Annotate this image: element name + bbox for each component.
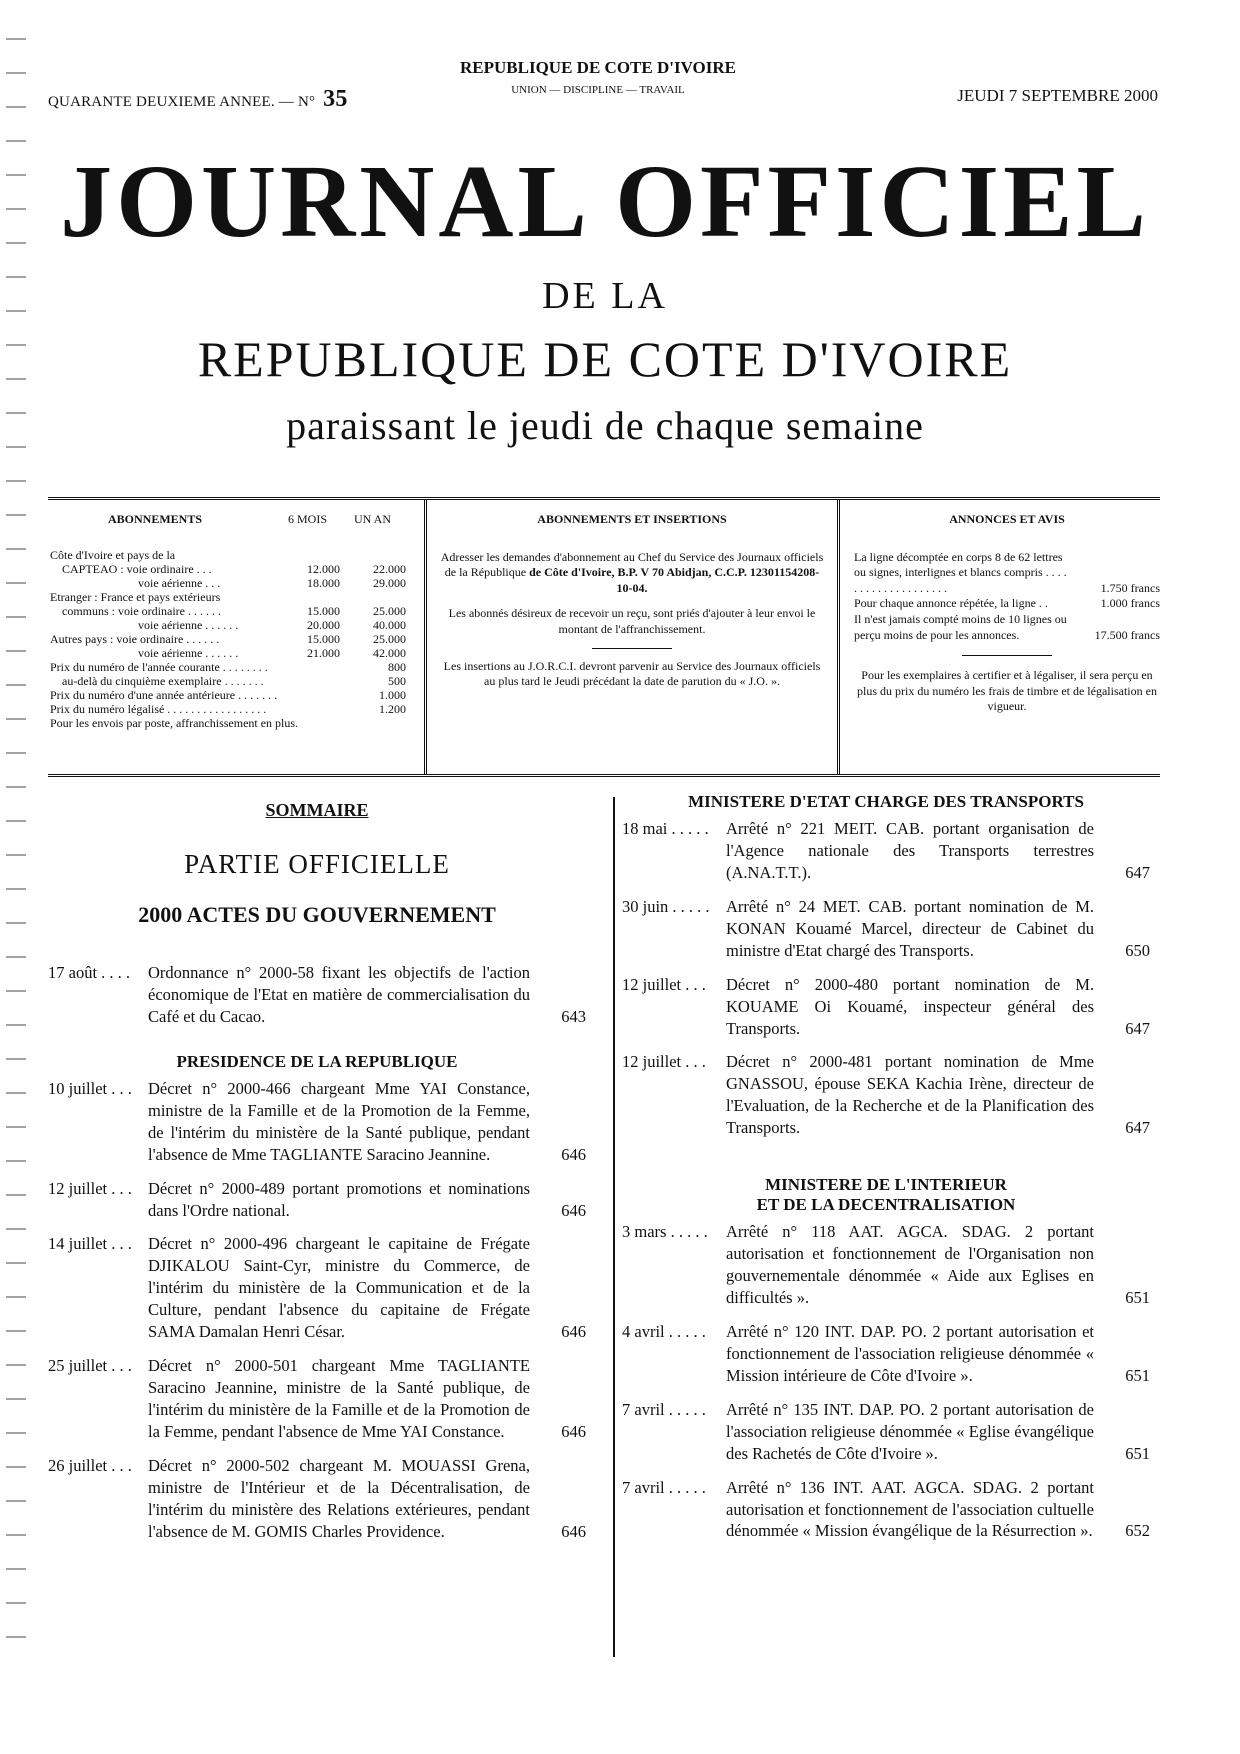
entry-page: 651 [1125,1288,1150,1307]
contents-entry [622,1477,1150,1543]
rate-row [48,716,424,730]
journal-title: JOURNAL OFFICIEL [60,144,1150,259]
entry-text: Décret n° 2000-466 chargeant Mme YAI Constance, ministre de la Famille et de la Promotion de la Femme, de l'intérim du ministère de la Santé publique, pendant l'absence de Mme TAGLIANTE Saracino Jeannine. [148,1078,530,1164]
annonce-rate-min [854,612,1160,643]
rate-row [48,660,424,674]
rate-un-an: 800 [388,660,406,674]
contents-entry [48,1078,586,1166]
entry-text: Décret n° 2000-502 chargeant M. MOUASSI Grena, ministre de l'Intérieur et de la Décentralisation, de l'intérim du ministère des Relations extérieures, pendant l'absence de M. GOMIS Charles Providence. [148,1455,530,1541]
insertions-p1 [439,550,825,597]
rate-un-an: 29.000 [373,576,406,590]
contents-entry [48,1233,586,1343]
entry-text: Arrêté n° 221 MEIT. CAB. portant organisation de l'Agence nationale des Transports terrestres (A.NA.T.T.). [726,819,1094,882]
rate-row [48,618,424,632]
column-divider [613,797,615,1657]
rate-row [48,562,424,576]
entry-text: Arrêté n° 135 INT. DAP. PO. 2 portant autorisation de l'association religieuse dénommée « Eglise évangélique des Rachetés de Côte d'Ivoire ». [726,1399,1094,1463]
entry-date: 4 avril . . . . . [622,1321,706,1341]
contents-entry [622,1221,1150,1309]
contents-right-column [622,792,1150,1554]
entry-text: Décret n° 2000-496 chargeant le capitaine de Frégate DJIKALOU Saint-Cyr, ministre du Commerce, de l'intérim du ministère de la Communication et de la Culture, pendant l'absence du capitaine de Frégate SAMA Damalan Henri César. [148,1234,530,1342]
entry-date: 3 mars . . . . . [622,1222,708,1242]
entry-date: 12 juillet . . . [622,974,706,994]
scan-margin-specks [6,20,26,1660]
contents-entry [622,896,1150,962]
annonce-rate-line [854,550,1160,597]
issue-number [48,86,348,113]
col-6-mois: 6 MOIS [288,512,328,526]
annonce-r1-amount: 1.750 francs [1100,580,1160,595]
rate-label: communs : voie ordinaire . . . . . . [62,604,221,618]
contents-entry [622,1051,1150,1139]
transports-entries [622,818,1150,1139]
republic-name: REPUBLIQUE DE COTE D'IVOIRE [460,58,736,77]
entry-date: 7 avril . . . . . [622,1399,706,1419]
partie-officielle-heading: PARTIE OFFICIELLE [184,849,450,879]
contents-left-column [48,800,586,1555]
col-un-an: UN AN [354,512,392,526]
rates-list [48,548,424,730]
annonce-note: Pour les exemplaires à certifier et à légaliser, il sera perçu en plus du prix du numéro les frais de timbre et de légalisation en vigueur. [857,668,1157,714]
entry-page: 646 [561,1322,586,1342]
sommaire-heading: SOMMAIRE [265,800,369,820]
republic-motto: UNION — DISCIPLINE — TRAVAIL [511,84,685,96]
insertions-p3: Les insertions au J.O.R.C.I. devront parvenir au Service des Journaux officiels au plus tard le Jeudi précédant la date de parution du « J.O. ». [443,658,821,689]
divider [592,648,672,649]
insertions-column [424,500,840,774]
issue-prefix: QUARANTE DEUXIEME ANNEE. — N° [48,94,316,110]
annonce-r2-amount: 1.000 francs [1100,596,1160,611]
contents-entry [48,962,586,1028]
rate-un-an: 40.000 [373,618,406,632]
insertions-address: de Côte d'Ivoire, B.P. V 70 Abidjan, C.C.P. 12301154208-10-04. [529,565,820,595]
entry-date: 25 juillet . . . [48,1356,132,1376]
rate-6-mois: 20.000 [307,618,340,632]
entry-date: 26 juillet . . . [48,1455,132,1475]
rate-row [48,590,424,604]
journal-de-la: DE LA [542,275,668,317]
rate-un-an: 22.000 [373,562,406,576]
entry-page: 647 [1125,1118,1150,1138]
rate-label: Pour les envois par poste, affranchissement en plus. [50,716,299,730]
rate-label: Etranger : France et pays extérieurs [50,590,221,604]
rate-label: voie aérienne . . . . . . [138,618,239,632]
actes-heading: 2000 ACTES DU GOUVERNEMENT [138,902,496,927]
top-line [48,56,1158,116]
entry-page: 646 [561,1521,586,1541]
entry-date: 7 avril . . . . . [622,1477,706,1497]
rate-label: voie aérienne . . . [138,576,221,590]
masthead [40,144,1170,449]
annonce-r1: La ligne décomptée en corps 8 de 62 lettres ou signes, interlignes et blancs compris . . . . . . . . . . . . . . . . . . . . [854,549,1067,595]
entry-page: 647 [1125,862,1150,882]
insertions-p2: Les abonnés désireux de recevoir un reçu, sont priés d'ajouter à leur envoi le montant de l'affranchissement. [448,606,816,636]
rate-un-an: 1.200 [379,702,406,716]
rate-un-an: 25.000 [373,604,406,618]
rate-label: Autres pays : voie ordinaire . . . . . . [50,632,220,646]
issue-date: JEUDI 7 SEPTEMBRE 2000 [957,86,1158,105]
entry-text: Arrêté n° 24 MET. CAB. portant nomination de M. KONAN Kouamé Marcel, directeur de Cabinet du ministre d'Etat chargé des Transports. [726,896,1094,960]
entry-date: 12 juillet . . . [48,1178,132,1198]
contents-entry [48,1455,586,1543]
rate-row [48,702,424,716]
rate-row [48,632,424,646]
entry-date: 30 juin . . . . . [622,896,710,916]
entry-page: 650 [1125,940,1150,960]
insertions-title: ABONNEMENTS ET INSERTIONS [537,512,727,526]
rate-row [48,576,424,590]
insertions-p1-text: Adresser les demandes d'abonnement au Chef du Service des Journaux officiels de la République [440,549,824,580]
entry-date: 18 mai . . . . . [622,819,709,838]
entry-page: 643 [561,1006,586,1026]
rate-label: au-delà du cinquième exemplaire . . . . . . . [62,674,264,688]
entry-text: Ordonnance n° 2000-58 fixant les objectifs de l'action économique de l'Etat en matière de commercialisation du Café et du Cacao. [148,963,530,1026]
subscriptions-title: ABONNEMENTS [108,512,203,526]
entry-date: 10 juillet . . . [48,1078,132,1098]
entry-text: Décret n° 2000-501 chargeant Mme TAGLIANTE Saracino Jeannine, ministre de la Santé publique, de l'intérim du ministère de la Famille et de la Promotion de la Femme, pendant l'absence de Mme YAI Constance. [148,1356,530,1441]
annonce-r3-amount: 17.500 francs [1094,627,1160,642]
rate-un-an: 500 [388,674,406,688]
entry-text: Arrêté n° 118 AAT. AGCA. SDAG. 2 portant autorisation et fonctionnement de l'Organisation non gouvernementale dénommée « Aide aux Eglises en difficultés ». [726,1222,1094,1307]
rate-row [48,604,424,618]
interieur-entries [622,1221,1150,1542]
rate-row [48,548,424,562]
rate-6-mois: 21.000 [307,646,340,660]
rate-row [48,646,424,660]
rate-un-an: 42.000 [373,646,406,660]
contents-entry [622,1399,1150,1465]
entry-date: 14 juillet . . . [48,1234,132,1254]
contents-entry [48,1178,586,1222]
entry-page: 646 [561,1144,586,1164]
rate-label: voie aérienne . . . . . . [138,646,239,660]
divider [962,655,1052,656]
rate-un-an: 25.000 [373,632,406,646]
presidence-entries [48,1078,586,1543]
journal-republic: REPUBLIQUE DE COTE D'IVOIRE [197,331,1013,387]
entry-page: 652 [1125,1521,1150,1541]
subscriptions-column [48,500,424,774]
contents-entry [622,1321,1150,1387]
rate-row [48,674,424,688]
rate-row [48,688,424,702]
entry-page: 651 [1125,1365,1150,1385]
contents-entry [622,974,1150,1040]
contents-entry [622,818,1150,884]
entry-page: 651 [1125,1443,1150,1463]
rate-label: Prix du numéro de l'année courante . . . . . . . . [50,660,268,674]
rate-6-mois: 15.000 [307,604,340,618]
annonce-rate-repeat [854,596,1160,612]
transports-heading: MINISTERE D'ETAT CHARGE DES TRANSPORTS [688,792,1084,811]
entry-text: Arrêté n° 136 INT. AAT. AGCA. SDAG. 2 portant autorisation et fonctionnement de l'association cultuelle dénommée « Mission évangélique de la Résurrection ». [726,1477,1094,1541]
rate-label: CAPTEAO : voie ordinaire . . . [62,562,212,576]
annonces-column [840,500,1160,774]
actes-entries [48,962,586,1028]
rate-label: Prix du numéro d'une année antérieure . . . . . . . [50,688,278,702]
interieur-heading-line1: MINISTERE DE L'INTERIEUR [765,1175,1007,1195]
entry-date: 17 août . . . . [48,963,131,982]
subscription-box [48,497,1160,777]
contents-entry [48,1355,586,1443]
journal-subtitle: paraissant le jeudi de chaque semaine [286,403,924,448]
entry-text: Décret n° 2000-481 portant nomination de Mme GNASSOU, épouse SEKA Kachia Irène, directeur de l'Evaluation, de la Recherche et de la Planification des Transports. [726,1052,1094,1138]
interieur-heading-line2: ET DE LA DECENTRALISATION [756,1195,1016,1215]
rate-6-mois: 15.000 [307,632,340,646]
issue-no: 35 [323,86,348,112]
rate-label: Côte d'Ivoire et pays de la [50,548,176,562]
entry-text: Décret n° 2000-489 portant promotions et nominations dans l'Ordre national. [148,1178,530,1220]
annonces-title: ANNONCES ET AVIS [949,512,1065,526]
subscriptions-header [48,512,424,530]
annonce-r3: Il n'est jamais compté moins de 10 lignes ou perçu moins de pour les annonces. [854,611,1067,642]
entry-text: Décret n° 2000-480 portant nomination de M. KOUAME Oi Kouamé, inspecteur général des Transports. [726,974,1094,1038]
entry-page: 646 [561,1421,586,1441]
annonce-r2: Pour chaque annonce répétée, la ligne . . [854,596,1048,611]
interieur-heading [622,1175,1150,1215]
rate-label: Prix du numéro légalisé . . . . . . . . . . . . . . . . . [50,702,267,716]
entry-page: 646 [561,1200,586,1220]
presidence-heading: PRESIDENCE DE LA REPUBLIQUE [176,1051,458,1071]
entry-text: Arrêté n° 120 INT. DAP. PO. 2 portant autorisation et fonctionnement de l'association religieuse dénommée « Mission intérieure de Côte d'Ivoire ». [726,1321,1094,1385]
entry-page: 647 [1125,1018,1150,1038]
republic-heading [388,58,808,96]
rate-6-mois: 18.000 [307,576,340,590]
entry-date: 12 juillet . . . [622,1052,706,1072]
rate-6-mois: 12.000 [307,562,340,576]
rate-un-an: 1.000 [379,688,406,702]
